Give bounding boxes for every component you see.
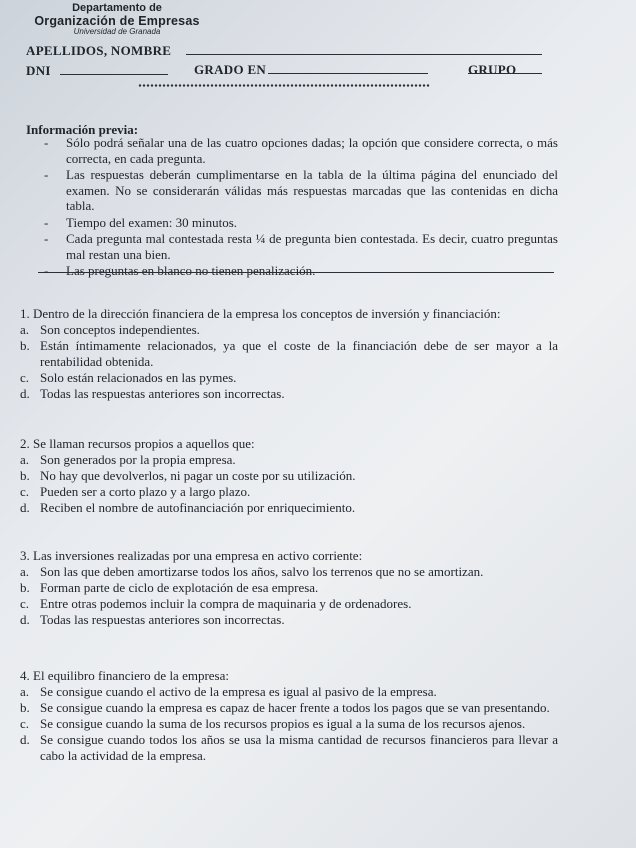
dotted-separator <box>138 84 430 87</box>
info-list <box>38 135 558 280</box>
option-c[interactable] <box>18 596 558 612</box>
info-item <box>38 231 558 262</box>
grado-field-line[interactable] <box>268 73 428 74</box>
option-text: No hay que devolverlos, ni pagar un coste por su utilización. <box>40 468 356 483</box>
option-b[interactable] <box>18 580 558 596</box>
grupo-field-line[interactable] <box>468 73 542 74</box>
option-a[interactable] <box>18 684 558 700</box>
option-letter: d. <box>20 612 30 627</box>
option-letter: d. <box>20 386 30 401</box>
question-1 <box>18 306 558 402</box>
option-c[interactable] <box>18 370 558 386</box>
grado-label: GRADO EN <box>194 62 267 77</box>
option-a[interactable] <box>18 452 558 468</box>
info-item <box>38 263 558 279</box>
info-item-text: Tiempo del examen: 30 minutos. <box>66 214 238 230</box>
option-text: Son generados por la propia empresa. <box>40 452 236 467</box>
option-text: Están íntimamente relacionados, ya que el coste de la financiación debe de ser mayor a la rentabilidad obtenida. <box>40 338 558 369</box>
option-text: Son las que deben amortizarse todos los años, salvo los terrenos que no se amortizan. <box>40 564 484 579</box>
option-letter: c. <box>20 370 30 385</box>
option-c[interactable] <box>18 716 558 732</box>
question-stem: 2. Se llaman recursos propios a aquellos que: <box>20 436 255 451</box>
option-text: Se consigue cuando la empresa es capaz de hacer frente a todos los pagos que se van presentando. <box>40 700 550 715</box>
question-4 <box>18 668 558 764</box>
option-text: Reciben el nombre de autofinanciación por enriquecimiento. <box>40 500 356 515</box>
info-item <box>38 135 558 166</box>
info-item-text: Cada pregunta mal contestada resta ¼ de pregunta bien contestada. Es decir, cuatro preguntas mal restan una bien. <box>66 231 558 262</box>
option-d[interactable] <box>18 386 558 402</box>
option-letter: c. <box>20 596 30 611</box>
question-3 <box>18 548 558 628</box>
option-d[interactable] <box>18 612 558 628</box>
question-stem: 4. El equilibro financiero de la empresa: <box>20 668 230 683</box>
option-letter: c. <box>20 484 30 499</box>
question-stem: 1. Dentro de la dirección financiera de la empresa los conceptos de inversión y financiación: <box>20 306 501 321</box>
dni-field-line[interactable] <box>60 74 168 75</box>
option-text: Entre otras podemos incluir la compra de maquinaria y de ordenadores. <box>40 596 412 611</box>
option-letter: d. <box>20 732 30 747</box>
option-b[interactable] <box>18 468 558 484</box>
option-text: Todas las respuestas anteriores son incorrectas. <box>40 386 285 401</box>
option-text: Solo están relacionados en las pymes. <box>40 370 237 385</box>
option-letter: b. <box>20 700 30 715</box>
dash-bullet: - <box>44 167 49 182</box>
option-b[interactable] <box>18 338 558 370</box>
department-logo <box>32 3 202 36</box>
dash-bullet: - <box>44 263 49 278</box>
info-item-text: Las preguntas en blanco no tienen penalización. <box>66 263 316 278</box>
option-text: Todas las respuestas anteriores son incorrectas. <box>40 612 285 627</box>
option-letter: b. <box>20 580 30 595</box>
info-item-text: Sólo podrá señalar una de las cuatro opciones dadas; la opción que considere correcta, o más correcta, en cada pregunta. <box>66 135 558 166</box>
option-letter: a. <box>20 452 30 467</box>
info-title: Información previa: <box>26 122 139 137</box>
option-text: Se consigue cuando el activo de la empresa es igual al pasivo de la empresa. <box>40 684 437 699</box>
info-item-text: Las respuestas deberán cumplimentarse en la tabla de la última página del enunciado del examen. No se considerarán válidas más respuestas marcadas que las contenidas en dicha tabla. <box>66 167 558 213</box>
dash-bullet: - <box>44 135 49 150</box>
option-d[interactable] <box>18 732 558 764</box>
option-text: Forman parte de ciclo de explotación de esa empresa. <box>40 580 319 595</box>
dni-label: DNI <box>26 63 51 78</box>
option-letter: a. <box>20 684 30 699</box>
option-a[interactable] <box>18 322 558 338</box>
option-letter: b. <box>20 468 30 483</box>
option-a[interactable] <box>18 564 558 580</box>
option-text: Pueden ser a corto plazo y a largo plazo. <box>40 484 251 499</box>
apellidos-label: APELLIDOS, NOMBRE <box>26 43 172 58</box>
option-letter: d. <box>20 500 30 515</box>
option-letter: a. <box>20 564 30 579</box>
option-text: Se consigue cuando todos los años se usa la misma cantidad de recursos financieros para llevar a cabo la actividad de la empresa. <box>40 732 558 763</box>
info-item <box>38 167 558 214</box>
option-letter: b. <box>20 338 30 353</box>
question-stem: 3. Las inversiones realizadas por una empresa en activo corriente: <box>20 548 363 563</box>
university-name: Universidad de Granada <box>73 26 161 36</box>
option-c[interactable] <box>18 484 558 500</box>
option-text: Son conceptos independientes. <box>40 322 200 337</box>
question-2 <box>18 436 558 516</box>
dash-bullet: - <box>44 231 49 246</box>
option-letter: c. <box>20 716 30 731</box>
dept-line2: Organización de Empresas <box>34 13 200 28</box>
apellidos-field-line[interactable] <box>186 54 542 55</box>
grupo-label: GRUPO <box>468 62 517 77</box>
option-b[interactable] <box>18 700 558 716</box>
info-underline <box>38 272 554 273</box>
dash-bullet: - <box>44 214 49 230</box>
option-text: Se consigue cuando la suma de los recursos propios es igual a la suma de los recursos ajenos. <box>40 716 526 731</box>
option-d[interactable] <box>18 500 558 516</box>
info-item <box>38 215 558 231</box>
option-letter: a. <box>20 322 30 337</box>
dept-line1: Departamento de <box>72 2 162 14</box>
